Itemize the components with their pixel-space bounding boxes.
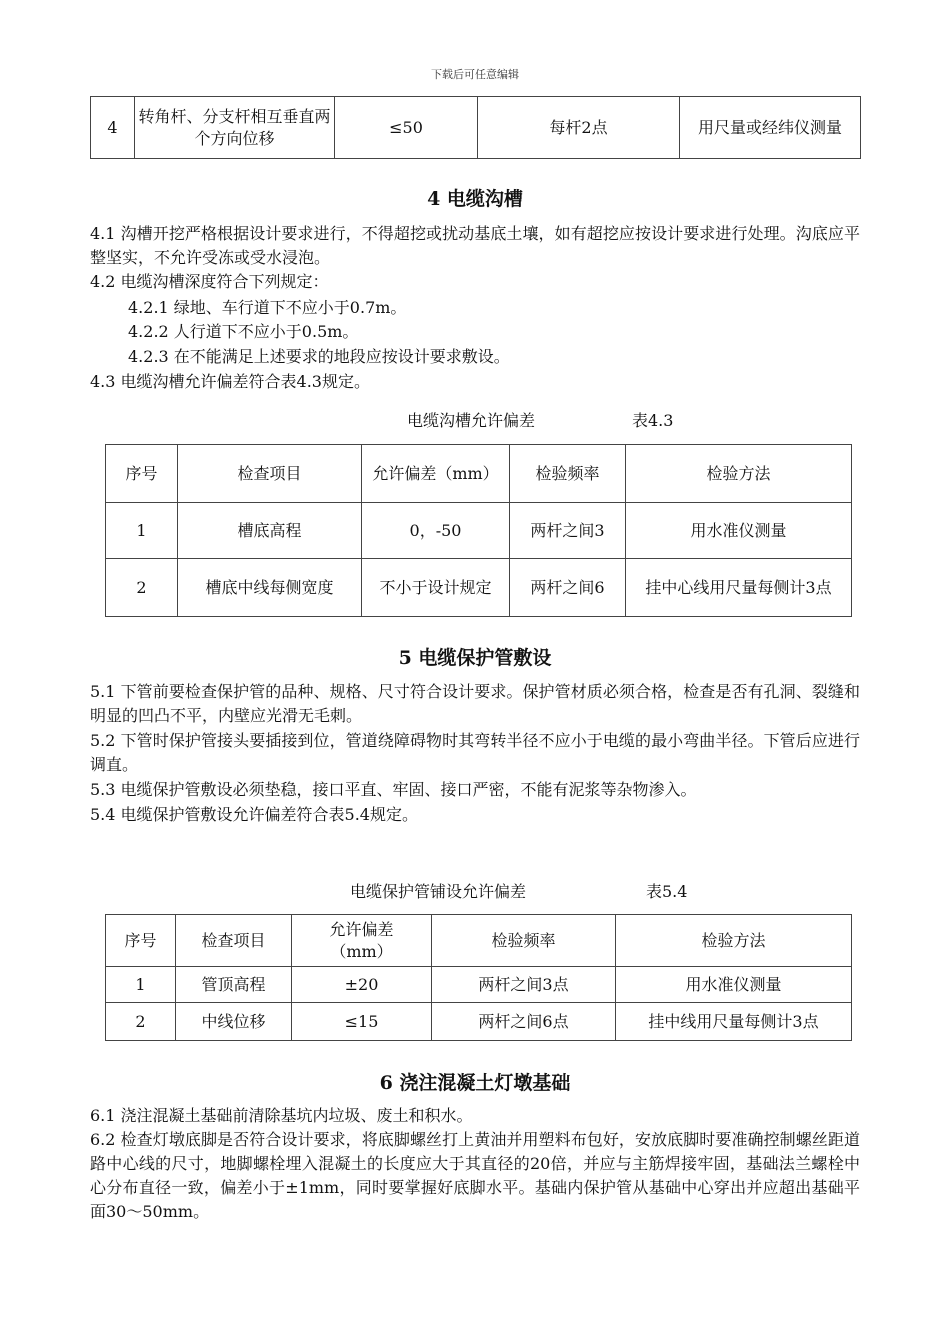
paragraph-4-2-1: 4.2.1 绿地、车行道下不应小于0.7m。 [128, 298, 407, 317]
table-cell: ±20 [292, 967, 432, 1003]
table-4-3-caption: 电缆沟槽允许偏差 [407, 411, 536, 430]
table-cell: 两杆之间3 [510, 503, 626, 559]
section-5-title: 5 电缆保护管敷设 [398, 647, 552, 669]
paragraph-6-1: 6.1 浇注混凝土基础前清除基坑内垃圾、废土和积水。 [90, 1106, 473, 1125]
table-continuation [90, 96, 861, 159]
table-cell: 4 [91, 97, 135, 159]
table-header-cell: 检查项目 [178, 445, 362, 503]
table-row [106, 1003, 852, 1041]
table-cell: 中线位移 [176, 1003, 292, 1041]
table-cell: 用尺量或经纬仪测量 [680, 97, 861, 159]
table-cell: ≤15 [292, 1003, 432, 1041]
table-header-cell: 允许偏差（mm） [362, 445, 510, 503]
table-row [91, 97, 861, 159]
table-cell: ≤50 [335, 97, 478, 159]
paragraph-4-2-3: 4.2.3 在不能满足上述要求的地段应按设计要求敷设。 [128, 347, 510, 366]
table-5-4-caption: 电缆保护管铺设允许偏差 [350, 882, 527, 901]
table-cell: 转角杆、分支杆相互垂直两个方向位移 [135, 97, 335, 159]
table-cell: 不小于设计规定 [362, 559, 510, 617]
table-cell: 管顶高程 [176, 967, 292, 1003]
paragraph-6-2: 6.2 检查灯墩底脚是否符合设计要求，将底脚螺丝打上黄油并用塑料布包好，安放底脚时要准确控制螺丝距道路中心线的尺寸，地脚螺栓埋入混凝土的长度应大于其直径的20倍，并应与主筋焊接牢固，基础法兰螺栓中心分布直径一致，偏差小于±1mm，同时要掌握好底脚水平。基础内保护管从基础中心穿出并应超出基础平面30～50mm。 [90, 1130, 860, 1221]
table-cell: 用水准仪测量 [616, 967, 852, 1003]
table-header-cell: 检验方法 [616, 915, 852, 967]
paragraph-5-2: 5.2 下管时保护管接头要插接到位，管道绕障碍物时其弯转半径不应小于电缆的最小弯曲半径。下管后应进行调直。 [90, 731, 860, 774]
paragraph-5-3: 5.3 电缆保护管敷设必须垫稳，接口平直、牢固、接口严密，不能有泥浆等杂物渗入。 [90, 780, 697, 799]
table-cell: 两杆之间3点 [432, 967, 616, 1003]
table-5-4 [105, 914, 852, 1041]
section-6-title: 6 浇注混凝土灯墩基础 [379, 1072, 571, 1094]
table-header-cell: 检验方法 [626, 445, 852, 503]
table-cell: 1 [106, 503, 178, 559]
table-cell: 挂中心线用尺量每侧计3点 [626, 559, 852, 617]
table-header-row [106, 445, 852, 503]
paragraph-5-4: 5.4 电缆保护管敷设允许偏差符合表5.4规定。 [90, 805, 418, 824]
table-cell: 每杆2点 [478, 97, 680, 159]
table-cell: 两杆之间6 [510, 559, 626, 617]
table-header-cell: 检验频率 [432, 915, 616, 967]
table-cell: 0，-50 [362, 503, 510, 559]
table-header-cell: 允许偏差（mm） [292, 915, 432, 967]
table-cell: 槽底高程 [178, 503, 362, 559]
table-header-cell: 检验频率 [510, 445, 626, 503]
table-cell: 1 [106, 967, 176, 1003]
table-cell: 2 [106, 559, 178, 617]
table-row [106, 967, 852, 1003]
section-4-title: 4 电缆沟槽 [427, 188, 523, 210]
table-5-4-number: 表5.4 [646, 882, 688, 901]
table-4-3-number: 表4.3 [632, 411, 674, 430]
table-row [106, 503, 852, 559]
table-4-3 [105, 444, 852, 617]
table-cell: 2 [106, 1003, 176, 1041]
table-header-cell: 序号 [106, 445, 178, 503]
page-header: 下载后可任意编辑 [431, 68, 519, 81]
table-cell: 两杆之间6点 [432, 1003, 616, 1041]
paragraph-4-2: 4.2 电缆沟槽深度符合下列规定： [90, 272, 329, 291]
table-row [106, 559, 852, 617]
paragraph-4-1: 4.1 沟槽开挖严格根据设计要求进行，不得超挖或扰动基底土壤，如有超挖应按设计要求进行处理。沟底应平整坚实，不允许受冻或受水浸泡。 [90, 224, 860, 267]
paragraph-4-3: 4.3 电缆沟槽允许偏差符合表4.3规定。 [90, 372, 370, 391]
table-cell: 槽底中线每侧宽度 [178, 559, 362, 617]
paragraph-4-2-2: 4.2.2 人行道下不应小于0.5m。 [128, 322, 359, 341]
table-cell: 用水准仪测量 [626, 503, 852, 559]
paragraph-5-1: 5.1 下管前要检查保护管的品种、规格、尺寸符合设计要求。保护管材质必须合格，检查是否有孔洞、裂缝和明显的凹凸不平，内壁应光滑无毛刺。 [90, 682, 860, 725]
table-header-row [106, 915, 852, 967]
table-header-cell: 序号 [106, 915, 176, 967]
table-header-cell: 检查项目 [176, 915, 292, 967]
table-cell: 挂中线用尺量每侧计3点 [616, 1003, 852, 1041]
